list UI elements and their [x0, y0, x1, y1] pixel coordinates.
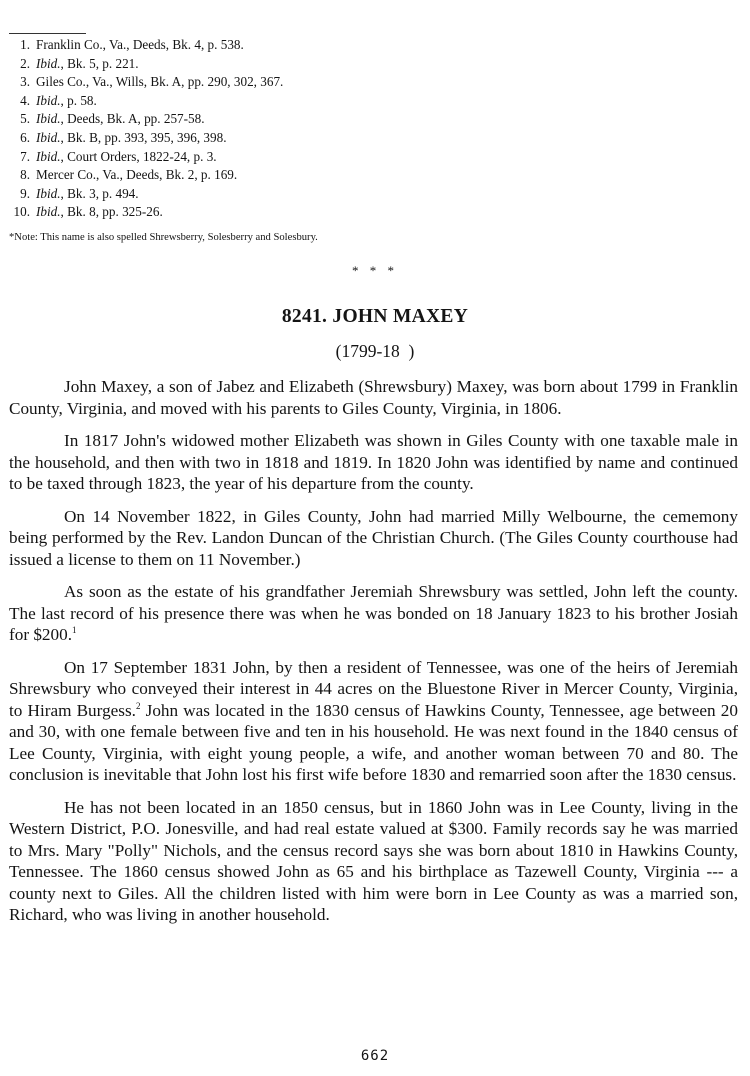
footnote	[9, 166, 569, 185]
footnote-number: 2.	[20, 55, 30, 71]
footnote-number: 7.	[20, 148, 30, 164]
footnote-ibid: Ibid.	[36, 185, 61, 201]
footnote	[9, 55, 569, 74]
footnote	[9, 129, 569, 148]
footnote	[9, 73, 569, 92]
footnote-number: 4.	[20, 92, 30, 108]
footnote-number: 5.	[20, 111, 30, 127]
footnote-text: , Bk. 5, p. 221.	[60, 55, 139, 71]
footnote-number: 3.	[20, 74, 30, 90]
page-number: 662	[360, 1048, 390, 1064]
footnote-ibid: Ibid.	[36, 148, 61, 164]
paragraph-text-continued: John was located in the 1830 census of Hawkins County, Tennessee, age between 20 and 30, with one female between five and ten in his household. He was next found in the 1840 census of Lee County, Virginia, with eight young people, a wife, and another woman between 70 and 80. The conclusion is inevitable that John lost his first wife before 1830 and remarried soon after the 1830 census.	[9, 700, 738, 784]
spelling-note: *Note: This name is also spelled Shrewsberry, Solesberry and Solesbury.	[9, 232, 318, 243]
paragraph	[9, 581, 738, 646]
footnote-text: , Bk. B, pp. 393, 395, 396, 398.	[60, 129, 227, 145]
footnote-text: , p. 58.	[60, 92, 97, 108]
footnote-number: 9.	[20, 185, 30, 201]
footnote-text: , Bk. 3, p. 494.	[60, 185, 139, 201]
paragraph-text: On 14 November 1822, in Giles County, John had married Milly Welbourne, the cememony being performed by the Rev. Landon Duncan of the Christian Church. (The Giles County courthouse had issued a license to them on 11 November.)	[9, 506, 738, 569]
entry-title: 8241. JOHN MAXEY	[281, 306, 469, 327]
section-separator: * * *	[352, 263, 398, 278]
footnote-text: Mercer Co., Va., Deeds, Bk. 2, p. 169.	[36, 167, 238, 183]
footnote	[9, 185, 569, 204]
footnote-number: 8.	[20, 167, 30, 183]
paragraph	[9, 376, 738, 419]
paragraph	[9, 797, 738, 926]
footnote-ibid: Ibid.	[36, 129, 61, 145]
footnote-text: , Deeds, Bk. A, pp. 257-58.	[60, 111, 205, 127]
footnote-ibid: Ibid.	[36, 92, 61, 108]
footnote-text: Franklin Co., Va., Deeds, Bk. 4, p. 538.	[36, 37, 244, 52]
footnote-text: , Court Orders, 1822-24, p. 3.	[60, 148, 217, 164]
paragraph-text: On 17 September 1831 John, by then a resident of Tennessee, was one of the heirs of Jeremiah Shrewsbury who conveyed their interest in 44 acres on the Bluestone River in Mercer County, Virginia, to Hiram Burgess.	[9, 657, 738, 720]
footnote-number: 6.	[20, 129, 30, 145]
footnote	[9, 203, 569, 222]
footnote-rule	[9, 33, 86, 34]
footnote-number: 10.	[13, 204, 30, 220]
paragraph-text: As soon as the estate of his grandfather Jeremiah Shrewsbury was settled, John left the county. The last record of his presence there was when he was bonded on 18 January 1823 to his brother Josiah for $200.	[9, 582, 738, 644]
footnote	[9, 148, 569, 167]
paragraph-text: He has not been located in an 1850 census, but in 1860 John was in Lee County, living in the Western District, P.O. Jonesville, and had real estate valued at $300. Family records say he was married to Mrs. Mary "Polly" Nichols, and the census record says she was born about 1810 in Hawkins County, Tennessee. The 1860 census showed John as 65 and his birthplace as Tazewell County, Virginia --- a county next to Giles. All the children listed with him were born in Lee County as was a married son, Richard, who was living in another household.	[9, 797, 738, 924]
footnote-ibid: Ibid.	[36, 111, 61, 127]
entry-dates: (1799-18 )	[335, 341, 415, 361]
footnote	[9, 36, 569, 55]
footnote-number: 1.	[20, 37, 30, 52]
footnote-reference: 1	[72, 625, 77, 635]
footnote-text: , Bk. 8, pp. 325-26.	[60, 204, 163, 220]
body-text	[9, 376, 738, 937]
footnote-reference: 2	[135, 700, 141, 711]
paragraph	[9, 506, 738, 571]
paragraph-text: John Maxey, a son of Jabez and Elizabeth (Shrewsbury) Maxey, was born about 1799 in Franklin County, Virginia, and moved with his parents to Giles County, Virginia, in 1806.	[9, 377, 738, 418]
paragraph	[9, 430, 738, 495]
paragraph-text: In 1817 John's widowed mother Elizabeth was shown in Giles County with one taxable male in the household, and then with two in 1818 and 1819. In 1820 John was identified by name and continued to be taxed through 1823, the year of his departure from the county.	[9, 431, 738, 493]
footnote-ibid: Ibid.	[36, 204, 61, 220]
footnote-list	[9, 36, 569, 222]
footnote-text: Giles Co., Va., Wills, Bk. A, pp. 290, 302, 367.	[36, 74, 284, 90]
footnote	[9, 92, 569, 111]
footnote	[9, 110, 569, 129]
footnote-ibid: Ibid.	[36, 55, 61, 71]
paragraph	[9, 657, 738, 786]
